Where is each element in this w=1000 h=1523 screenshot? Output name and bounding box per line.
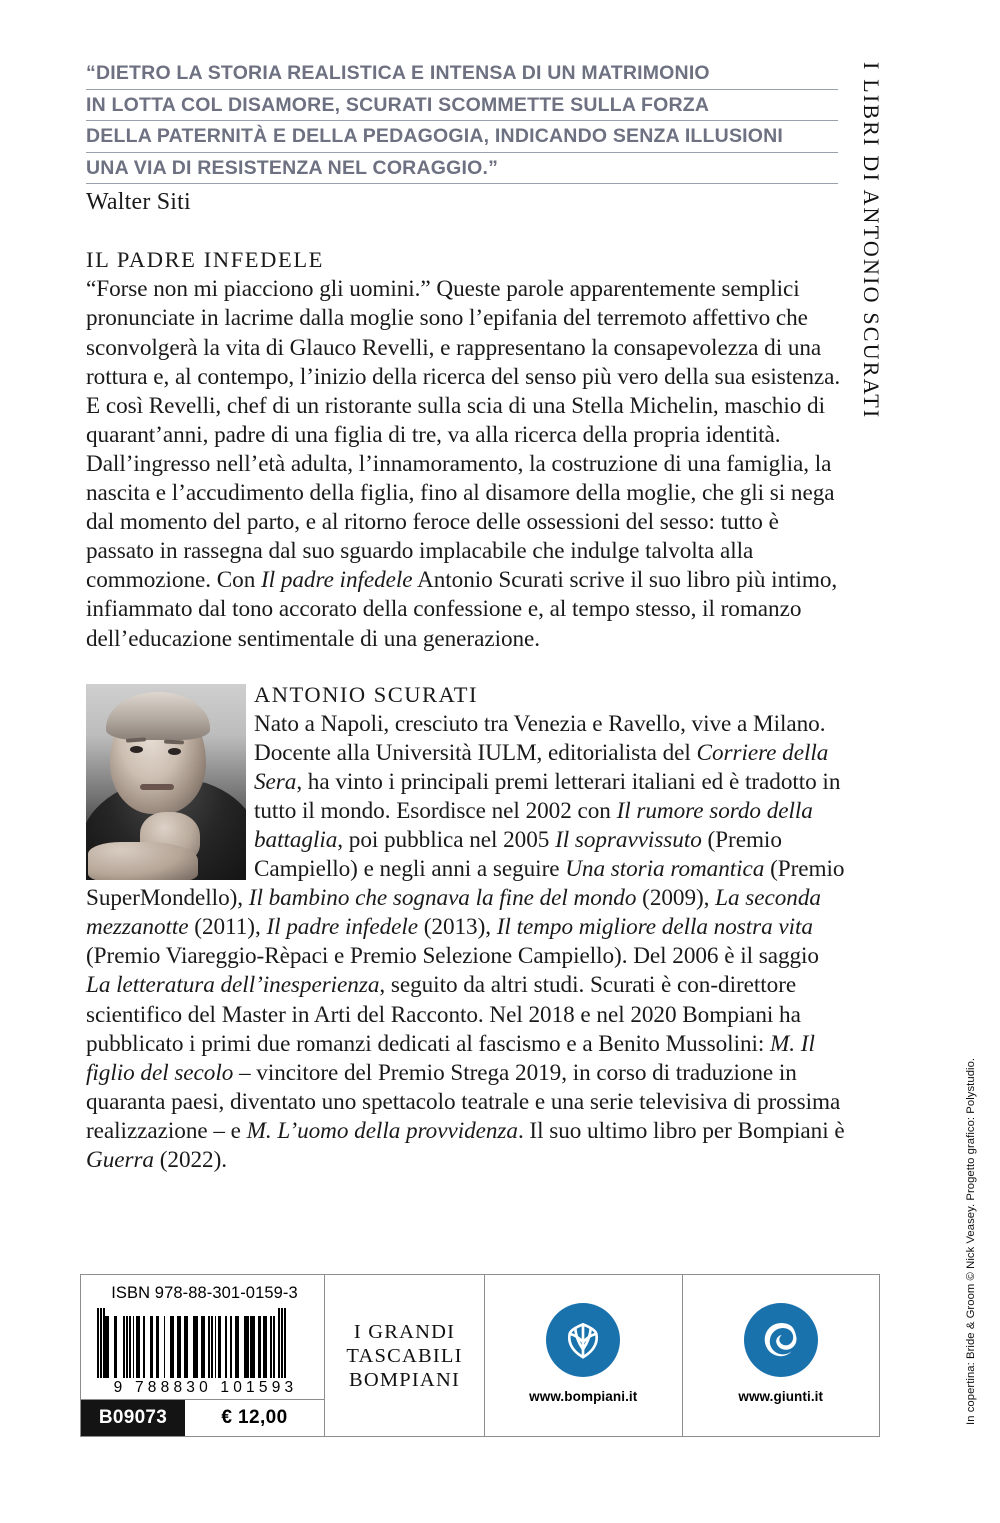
cover-credits: In copertina: Bride & Groom © Nick Veasey. Progetto grafico: Polystudio. [965,1057,977,1425]
quote-line-2: IN LOTTA COL DISAMORE, SCURATI SCOMMETTE SULLA FORZA [86,92,838,122]
book-title: IL PADRE INFEDELE [86,247,325,273]
giunti-logo-icon [744,1303,818,1377]
imprint-line-3: BOMPIANI [349,1368,460,1391]
synopsis-text: “Forse non mi piacciono gli uomini.” Queste parole apparentemente semplici pronunciate in lacrime dalla moglie sono l’epifania del terremoto affettivo che sconvolgerà la vita di Glauco Revelli, e rappresentano la consapevolezza di una rottura e, al contempo, l’inizio della ricerca del senso più vero della sua esistenza. E così Revelli, chef di un ristorante sulla scia di una Stella Michelin, maschio di quarant’anni, padre di una figlia di tre, va alla ricerca della propria identità. Dall’ingresso nell’età adulta, l’innamoramento, la costruzione di una famiglia, la nascita e l’accudimento della figlia, fino al disamore della moglie, che gli si nega dal momento del parto, e al ritorno feroce delle ossessioni del sesso: tutto è passato in rassegna dal suo sguardo implacabile che indulge talvolta alla commozione. Con Il padre infedele Antonio Scurati scrive il suo libro più intimo, infiammato dal tono accorato della confessione e, al tempo stesso, il romanzo dell’educazione sentimentale di una generazione. [86,276,841,652]
photo-eye-right [168,748,181,755]
imprint-line-2: TASCABILI [346,1344,463,1367]
photo-brow-left [126,737,146,742]
photo-eye-left [130,746,143,753]
barcode-bar [284,1308,286,1378]
isbn-label: ISBN 978-88-301-0159-3 [111,1284,298,1302]
imprint-line-1: I GRANDI [353,1320,456,1343]
quote-line-1: “DIETRO LA STORIA REALISTICA E INTENSA DI UN MATRIMONIO [86,60,838,90]
review-quote [86,60,838,184]
author-bio-body: Nato a Napoli, cresciuto tra Venezia e Ravello, vive a Milano. Docente alla Università IULM, editorialista del Corriere della Sera, ha vinto i principali premi letterari italiani ed è tradotto in tutto il mondo. Esordisce nel 2002 con Il rumore sordo della battaglia, poi pubblica nel 2005 Il sopravvissuto (Premio Campiello) e negli anni a seguire Una storia romantica (Premio SuperMondello), Il bambino che sognava la fine del mondo (2009), La seconda mezzanotte (2011), Il padre infedele (2013), Il tempo migliore della nostra vita (Premio Viareggio-Rèpaci e Premio Selezione Campiello). Del 2006 è il saggio La letteratura dell’inesperienza, seguito da altri studi. Scurati è con-direttore scientifico del Master in Arti del Racconto. Nel 2018 e nel 2020 Bompiani ha pubblicato i primi due romanzi dedicati al fascismo e a Benito Mussolini: M. Il figlio del secolo – vincitore del Premio Strega 2019, in corso di traduzione in quaranta paesi, diventato uno spettacolo teatrale e una serie televisiva di prossima realizzazione – e M. L’uomo della provvidenza. Il suo ultimo libro per Bompiani è Guerra (2022). [86,710,845,1173]
synopsis-section [86,246,846,653]
product-code: B09073 [81,1400,185,1436]
giunti-cell[interactable] [682,1275,880,1436]
barcode-bottom [81,1399,324,1436]
bompiani-cell[interactable] [484,1275,682,1436]
author-bio-section [86,681,846,1176]
bompiani-url[interactable]: www.bompiani.it [529,1389,638,1404]
author-photo [86,684,246,880]
quote-line-4: UNA VIA DI RESISTENZA NEL CORAGGIO.” [86,155,838,185]
barcode-top [81,1275,324,1399]
series-label: I LIBRI DI ANTONIO SCURATI [859,62,884,420]
photo-arm [88,842,198,880]
bompiani-logo-icon [546,1303,620,1377]
photo-mouth [140,784,174,790]
giunti-url[interactable]: www.giunti.it [738,1389,824,1404]
photo-brow-right [164,739,184,744]
cover-bottom-bar [80,1274,880,1437]
quote-line-3: DELLA PATERNITÀ E DELLA PEDAGOGIA, INDICANDO SENZA ILLUSIONI [86,123,838,153]
barcode-digits: 9 788830 101593 [113,1379,298,1396]
barcode-cell [81,1275,324,1436]
author-name: ANTONIO SCURATI [254,681,478,707]
imprint-cell [324,1275,484,1436]
quote-attribution: Walter Siti [86,189,191,216]
imprint-logo [346,1320,462,1392]
price-label: € 12,00 [221,1407,288,1428]
barcode-bars [97,1308,312,1378]
cover-content [86,60,846,1175]
